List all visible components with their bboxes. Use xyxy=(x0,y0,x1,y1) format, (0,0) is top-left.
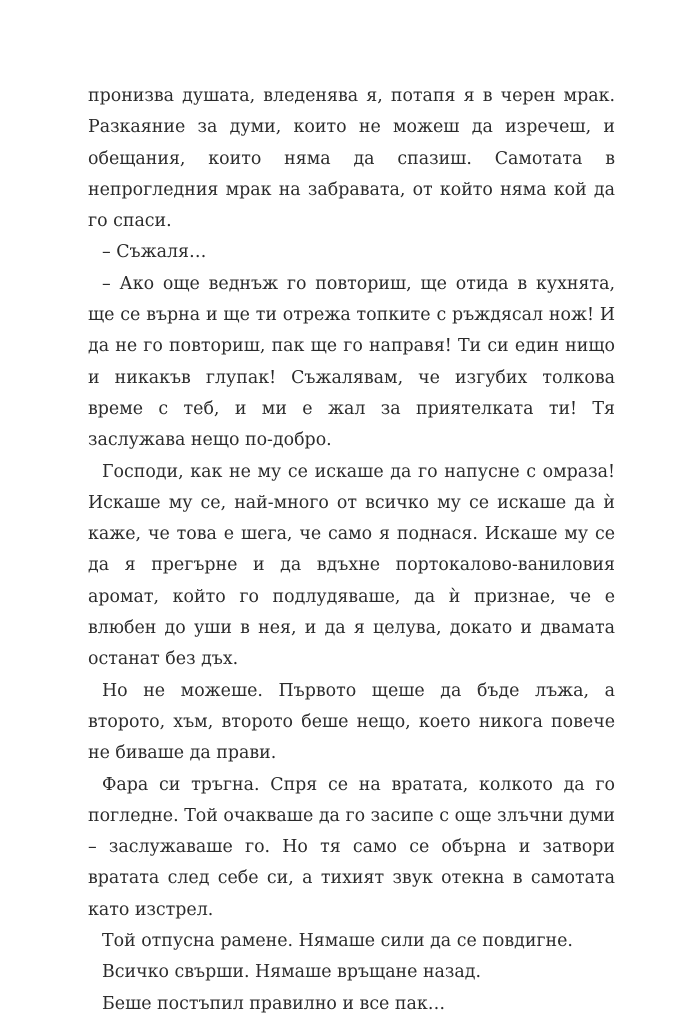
paragraph-5: Но не можеше. Първото щеше да бъде лъжа, а второто, хъм, второто беше нещо, което никога повече не биваше да прави. xyxy=(88,680,615,764)
paragraph-2: – Съжаля… xyxy=(102,242,207,263)
paragraph-9: Беше постъпил правилно и все пак… xyxy=(102,993,446,1014)
paragraph-1: пронизва душата, вледенява я, потапя я в черен мрак. Разкаяние за думи, които не можеш да изречеш, и обещания, които няма да спазиш. Самотата в непрогледния мрак на забравата, от който няма кой да го спаси. xyxy=(88,86,615,232)
page-text xyxy=(88,81,615,1020)
paragraph-8: Всичко свърши. Нямаше връщане назад. xyxy=(102,962,482,983)
paragraph-7: Той отпусна рамене. Нямаше сили да се повдигне. xyxy=(102,931,573,952)
paragraph-6: Фара си тръгна. Спря се на вратата, колкото да го погледне. Той очакваше да го засипе с още злъчни думи – заслужаваше го. Но тя само се обърна и затвори вратата след себе си, а тихият звук отекна в самотата като изстрел. xyxy=(88,774,615,920)
paragraph-4: Господи, как не му се искаше да го напусне с омраза! Искаше му се, най-много от всичко му се искаше да ѝ каже, че това е шега, че само я поднася. Искаше му се да я прегърне и да вдъхне портокалово-ваниловия аромат, който го подлудяваше, да ѝ признае, че е влюбен до уши в нея, и да я целува, докато и двамата останат без дъх. xyxy=(88,461,615,670)
paragraph-3: – Ако още веднъж го повториш, ще отида в кухнята, ще се върна и ще ти отрежа топките с ръждясал нож! И да не го повториш, пак ще го направя! Ти си един нищо и никакъв глупак! Съжалявам, че изгубих толкова време с теб, и ми е жал за приятелката ти! Тя заслужава нещо по-добро. xyxy=(88,273,615,451)
